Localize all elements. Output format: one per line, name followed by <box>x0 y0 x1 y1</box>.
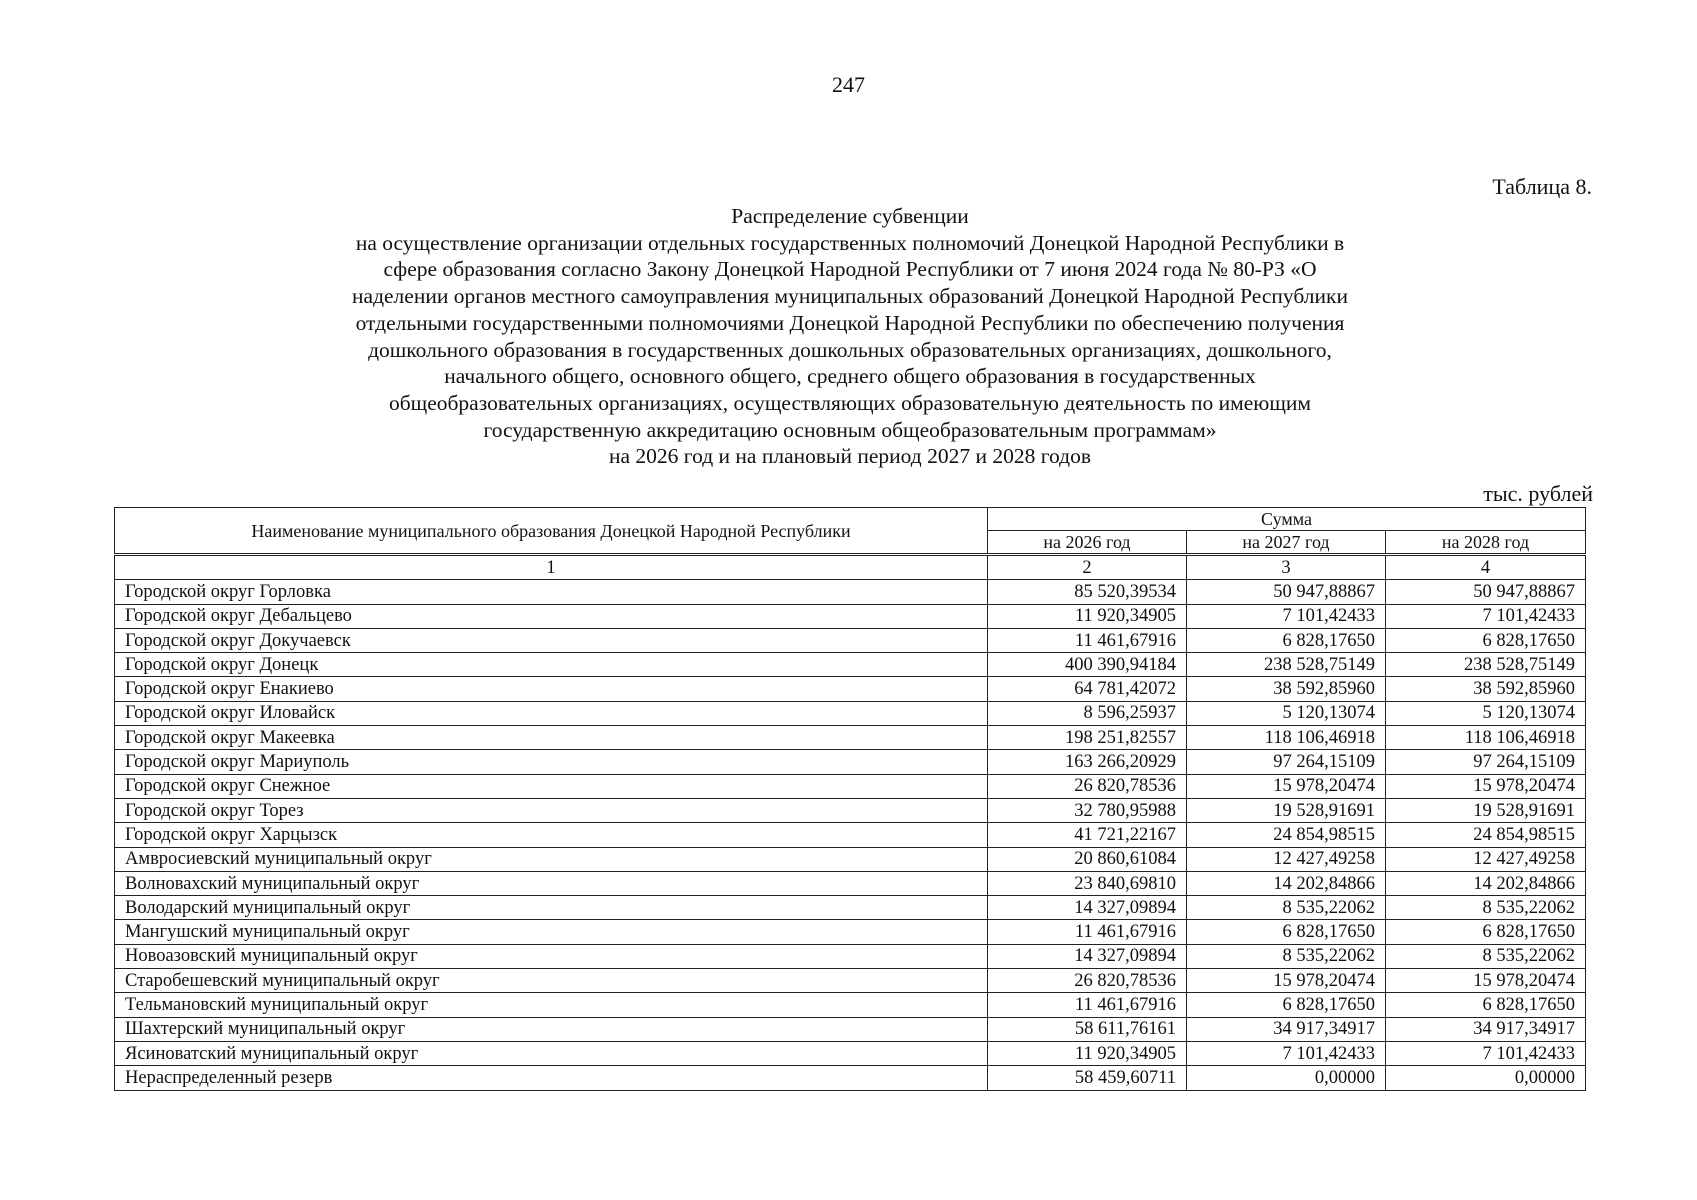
amount-cell: 118 106,46918 <box>1386 726 1586 750</box>
amount-cell: 7 101,42433 <box>1187 604 1386 628</box>
municipality-name: Городской округ Дебальцево <box>115 604 988 628</box>
table-row <box>115 653 1586 677</box>
municipality-name: Тельмановский муниципальный округ <box>115 993 988 1017</box>
amount-cell: 15 978,20474 <box>1386 969 1586 993</box>
amount-cell: 15 978,20474 <box>1386 774 1586 798</box>
municipality-name: Городской округ Иловайск <box>115 701 988 725</box>
municipality-name: Новоазовский муниципальный округ <box>115 944 988 968</box>
municipality-name: Городской округ Енакиево <box>115 677 988 701</box>
title-line: отдельными государственными полномочиями Донецкой Народной Республики по обеспечению получения <box>355 310 1345 335</box>
amount-cell: 8 535,22062 <box>1386 944 1586 968</box>
amount-cell: 8 535,22062 <box>1187 944 1386 968</box>
amount-cell: 26 820,78536 <box>988 969 1187 993</box>
amount-cell: 8 535,22062 <box>1187 896 1386 920</box>
municipality-name: Городской округ Макеевка <box>115 726 988 750</box>
amount-cell: 6 828,17650 <box>1386 993 1586 1017</box>
amount-cell: 97 264,15109 <box>1187 750 1386 774</box>
table-row <box>115 798 1586 822</box>
municipality-name: Старобешевский муниципальный округ <box>115 969 988 993</box>
amount-cell: 238 528,75149 <box>1386 653 1586 677</box>
amount-cell: 24 854,98515 <box>1386 823 1586 847</box>
amount-cell: 6 828,17650 <box>1187 993 1386 1017</box>
table-row <box>115 701 1586 725</box>
amount-cell: 34 917,34917 <box>1386 1017 1586 1041</box>
amount-cell: 198 251,82557 <box>988 726 1187 750</box>
municipality-name: Городской округ Снежное <box>115 774 988 798</box>
amount-cell: 38 592,85960 <box>1187 677 1386 701</box>
amount-cell: 34 917,34917 <box>1187 1017 1386 1041</box>
header-year-2026: на 2026 год <box>988 531 1187 555</box>
title-line: государственную аккредитацию основным общеобразовательным программам» <box>483 417 1217 442</box>
municipality-name: Володарский муниципальный округ <box>115 896 988 920</box>
amount-cell: 6 828,17650 <box>1386 920 1586 944</box>
title-line: Распределение субвенции <box>731 204 969 228</box>
table-row <box>115 896 1586 920</box>
amount-cell: 7 101,42433 <box>1187 1041 1386 1065</box>
amount-cell: 11 461,67916 <box>988 920 1187 944</box>
header-name: Наименование муниципального образования Донецкой Народной Республики <box>115 508 988 555</box>
amount-cell: 58 459,60711 <box>988 1066 1187 1090</box>
table-row <box>115 944 1586 968</box>
amount-cell: 238 528,75149 <box>1187 653 1386 677</box>
municipality-name: Волновахский муниципальный округ <box>115 871 988 895</box>
table-row <box>115 847 1586 871</box>
column-number: 4 <box>1386 555 1586 580</box>
amount-cell: 38 592,85960 <box>1386 677 1586 701</box>
table-title <box>255 203 1445 470</box>
amount-cell: 23 840,69810 <box>988 871 1187 895</box>
units-label: тыс. рублей <box>1483 481 1593 506</box>
table-body <box>115 555 1586 1091</box>
table-row <box>115 1041 1586 1065</box>
amount-cell: 5 120,13074 <box>1187 701 1386 725</box>
table-row <box>115 993 1586 1017</box>
amount-cell: 15 978,20474 <box>1187 774 1386 798</box>
amount-cell: 163 266,20929 <box>988 750 1187 774</box>
table-row <box>115 677 1586 701</box>
column-number: 3 <box>1187 555 1386 580</box>
amount-cell: 6 828,17650 <box>1187 628 1386 652</box>
title-line: сфере образования согласно Закону Донецкой Народной Республики от 7 июня 2024 года № 80-РЗ «О <box>383 257 1317 282</box>
amount-cell: 14 202,84866 <box>1386 871 1586 895</box>
amount-cell: 50 947,88867 <box>1187 580 1386 604</box>
amount-cell: 118 106,46918 <box>1187 726 1386 750</box>
amount-cell: 14 327,09894 <box>988 896 1187 920</box>
amount-cell: 11 920,34905 <box>988 604 1187 628</box>
amount-cell: 11 920,34905 <box>988 1041 1187 1065</box>
amount-cell: 50 947,88867 <box>1386 580 1586 604</box>
title-line: на 2026 год и на плановый период 2027 и 2028 годов <box>609 444 1091 469</box>
title-line: общеобразовательных организациях, осуществляющих образовательную деятельность по имеющим <box>388 390 1312 415</box>
table-row <box>115 726 1586 750</box>
amount-cell: 15 978,20474 <box>1187 969 1386 993</box>
table-row <box>115 823 1586 847</box>
amount-cell: 11 461,67916 <box>988 628 1187 652</box>
header-year-2027: на 2027 год <box>1187 531 1386 555</box>
title-line: на осуществление организации отдельных государственных полномочий Донецкой Народной Республики в <box>355 230 1345 255</box>
amount-cell: 64 781,42072 <box>988 677 1187 701</box>
amount-cell: 7 101,42433 <box>1386 1041 1586 1065</box>
amount-cell: 6 828,17650 <box>1187 920 1386 944</box>
amount-cell: 19 528,91691 <box>1386 798 1586 822</box>
amount-cell: 11 461,67916 <box>988 993 1187 1017</box>
amount-cell: 7 101,42433 <box>1386 604 1586 628</box>
amount-cell: 26 820,78536 <box>988 774 1187 798</box>
amount-cell: 8 535,22062 <box>1386 896 1586 920</box>
municipality-name: Мангушский муниципальный округ <box>115 920 988 944</box>
amount-cell: 12 427,49258 <box>1187 847 1386 871</box>
table-header <box>115 508 1586 555</box>
municipality-name: Городской округ Горловка <box>115 580 988 604</box>
municipality-name: Ясиноватский муниципальный округ <box>115 1041 988 1065</box>
amount-cell: 12 427,49258 <box>1386 847 1586 871</box>
amount-cell: 58 611,76161 <box>988 1017 1187 1041</box>
municipality-name: Городской округ Мариуполь <box>115 750 988 774</box>
table-row <box>115 920 1586 944</box>
table-row <box>115 871 1586 895</box>
amount-cell: 400 390,94184 <box>988 653 1187 677</box>
municipality-name: Нераспределенный резерв <box>115 1066 988 1090</box>
amount-cell: 97 264,15109 <box>1386 750 1586 774</box>
table-row <box>115 1066 1586 1090</box>
amount-cell: 85 520,39534 <box>988 580 1187 604</box>
column-number: 2 <box>988 555 1187 580</box>
amount-cell: 8 596,25937 <box>988 701 1187 725</box>
table-row <box>115 628 1586 652</box>
amount-cell: 41 721,22167 <box>988 823 1187 847</box>
column-number-row <box>115 555 1586 580</box>
amount-cell: 19 528,91691 <box>1187 798 1386 822</box>
municipality-name: Городской округ Докучаевск <box>115 628 988 652</box>
amount-cell: 24 854,98515 <box>1187 823 1386 847</box>
amount-cell: 20 860,61084 <box>988 847 1187 871</box>
table-row <box>115 774 1586 798</box>
table-row <box>115 580 1586 604</box>
subvention-table <box>114 507 1586 1091</box>
municipality-name: Шахтерский муниципальный округ <box>115 1017 988 1041</box>
amount-cell: 14 202,84866 <box>1187 871 1386 895</box>
table-row <box>115 1017 1586 1041</box>
table-row <box>115 750 1586 774</box>
municipality-name: Городской округ Торез <box>115 798 988 822</box>
municipality-name: Амвросиевский муниципальный округ <box>115 847 988 871</box>
header-sum: Сумма <box>988 508 1586 531</box>
table-label: Таблица 8. <box>1492 174 1592 199</box>
amount-cell: 32 780,95988 <box>988 798 1187 822</box>
table-row <box>115 604 1586 628</box>
amount-cell: 5 120,13074 <box>1386 701 1586 725</box>
amount-cell: 14 327,09894 <box>988 944 1187 968</box>
page-number: 247 <box>832 72 865 97</box>
amount-cell: 0,00000 <box>1386 1066 1586 1090</box>
title-line: наделении органов местного самоуправления муниципальных образований Донецкой Народной Республики <box>352 284 1348 309</box>
municipality-name: Городской округ Харцызск <box>115 823 988 847</box>
title-line: дошкольного образования в государственных дошкольных образовательных организациях, дошкольного, <box>368 337 1332 362</box>
column-number: 1 <box>115 555 988 580</box>
amount-cell: 0,00000 <box>1187 1066 1386 1090</box>
header-year-2028: на 2028 год <box>1386 531 1586 555</box>
amount-cell: 6 828,17650 <box>1386 628 1586 652</box>
municipality-name: Городской округ Донецк <box>115 653 988 677</box>
title-line: начального общего, основного общего, среднего общего образования в государственных <box>444 364 1256 389</box>
table-row <box>115 969 1586 993</box>
